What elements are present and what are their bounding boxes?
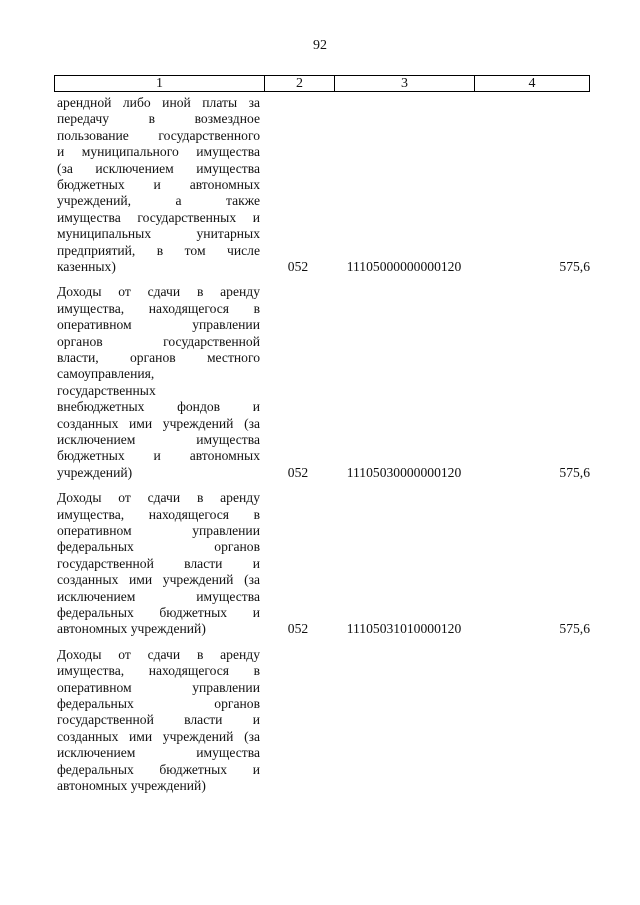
description-line: самоуправления,	[57, 366, 155, 382]
description-line: федеральных органов	[57, 539, 260, 555]
header-col-1: 1	[55, 76, 265, 91]
description-line: государственной власти и	[57, 712, 260, 728]
row-description	[57, 284, 260, 481]
row-amount: 575,6	[559, 259, 590, 274]
description-line: передачу в возмездное	[57, 111, 260, 127]
description-line: Доходы от сдачи в аренду	[57, 284, 260, 300]
description-line: государственной власти и	[57, 555, 260, 571]
description-line: бюджетных и автономных	[57, 176, 260, 192]
description-line: пользование государственного	[57, 127, 260, 143]
description-line: исключением имущества	[57, 588, 260, 604]
description-line: оперативном управлении	[57, 679, 260, 695]
description-line: Доходы от сдачи в аренду	[57, 646, 260, 662]
description-line: учреждений)	[57, 464, 133, 480]
description-line: федеральных бюджетных и	[57, 604, 260, 620]
description-line: внебюджетных фондов и	[57, 399, 260, 415]
description-line: федеральных бюджетных и	[57, 761, 260, 777]
description-line: муниципальных унитарных	[57, 226, 260, 242]
page-number: 92	[313, 38, 327, 53]
description-line: исключением имущества	[57, 745, 260, 761]
description-line: имущества, находящегося в	[57, 663, 260, 679]
row-amount: 575,6	[559, 464, 590, 480]
description-line: власти, органов местного	[57, 349, 260, 365]
row-budget-code: 11105030000000120	[346, 464, 462, 480]
header-col-4: 4	[528, 76, 536, 91]
description-line: имущества, находящегося в	[57, 300, 260, 316]
row-admin-code: 052	[287, 621, 309, 637]
row-amount: 575,6	[559, 621, 590, 637]
description-line: бюджетных и автономных	[57, 448, 260, 464]
header-col-3: 3	[335, 76, 475, 91]
description-line: оперативном управлении	[57, 317, 260, 333]
description-line: казенных)	[57, 258, 116, 274]
description-line: автономных учреждений)	[57, 777, 206, 793]
description-line: государственных	[57, 382, 156, 398]
description-line: автономных учреждений)	[57, 621, 206, 637]
description-line: исключением имущества	[57, 431, 260, 447]
description-line: созданных ими учреждений (за	[57, 572, 260, 588]
description-line: органов государственной	[57, 333, 260, 349]
row-description	[57, 95, 260, 275]
description-line: имущества государственных и	[57, 209, 260, 225]
description-line: федеральных органов	[57, 695, 260, 711]
description-line: созданных ими учреждений (за	[57, 415, 260, 431]
description-line: имущества, находящегося в	[57, 506, 260, 522]
description-line: (за исключением имущества	[57, 160, 260, 176]
row-admin-code: 052	[287, 259, 309, 274]
description-line: предприятий, в том числе	[57, 242, 260, 258]
description-line: Доходы от сдачи в аренду	[57, 490, 260, 506]
description-line: и муниципального имущества	[57, 144, 260, 160]
row-description	[57, 647, 260, 795]
description-line: учреждений, а также	[57, 193, 260, 209]
description-line: арендной либо иной платы за	[57, 95, 260, 110]
row-budget-code: 11105031010000120	[346, 621, 462, 637]
row-admin-code: 052	[287, 464, 309, 480]
row-budget-code: 11105000000000120	[346, 259, 462, 274]
row-description	[57, 490, 260, 638]
table-header-row	[54, 75, 590, 92]
description-line: созданных ими учреждений (за	[57, 728, 260, 744]
header-col-2: 2	[265, 76, 335, 91]
description-line: оперативном управлении	[57, 522, 260, 538]
